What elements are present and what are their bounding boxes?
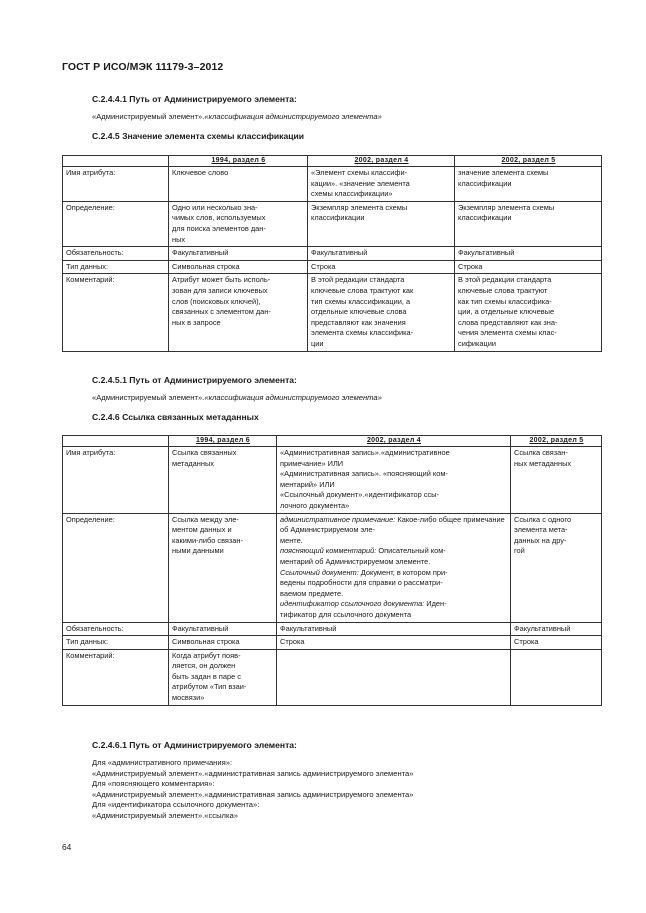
section-heading-c2441: C.2.4.4.1 Путь от Администрируемого элемента: bbox=[92, 94, 297, 104]
column-header bbox=[63, 436, 169, 447]
table-row bbox=[63, 513, 602, 622]
table-cell: В этой редакции стандарта ключевые слова трактуют как тип схемы классификации, а отдельные ключевые слова представляют как значения элемента схемы классифика- ции bbox=[308, 274, 455, 351]
table-row bbox=[63, 636, 602, 650]
row-label: Имя атрибута: bbox=[63, 167, 169, 202]
column-header: 1994, раздел 6 bbox=[169, 156, 308, 167]
row-label: Определение: bbox=[63, 201, 169, 246]
path-line: «Администрируемый элемент».«административная запись администрируемого элемента» bbox=[92, 768, 414, 778]
row-label: Комментарий: bbox=[63, 274, 169, 351]
document-header: ГОСТ Р ИСО/МЭК 11179-3–2012 bbox=[62, 61, 224, 73]
section-heading-c2451: C.2.4.5.1 Путь от Администрируемого элемента: bbox=[92, 375, 297, 385]
table-cell: Факультативный bbox=[455, 247, 602, 261]
path-plain: «Администрируемый элемент». bbox=[92, 393, 205, 402]
table-cell: В этой редакции стандарта ключевые слова трактуют как тип схемы классифика- ции, а отдельные ключевые слова представляют как зна- чения элемента схемы клас- сификации bbox=[455, 274, 602, 351]
table-cell: значение элемента схемы классификации bbox=[455, 167, 602, 202]
table-cell: Атрибут может быть исполь- зован для записи ключевых слов (поисковых ключей), связанных с элементом дан- ных в запросе bbox=[169, 274, 308, 351]
table-cell: Факультативный bbox=[511, 622, 602, 636]
table-row bbox=[63, 447, 602, 514]
table-cell: Строка bbox=[455, 260, 602, 274]
row-label: Обязательность: bbox=[63, 247, 169, 261]
path-line: Для «идентификатора ссылочного документа»: bbox=[92, 800, 260, 809]
table-cell: Строка bbox=[308, 260, 455, 274]
term-text: Какое-либо общее примечание об Администрируемом эле- менте. bbox=[280, 514, 505, 545]
row-label: Обязательность: bbox=[63, 622, 169, 636]
table-cell bbox=[511, 649, 602, 705]
row-label: Тип данных: bbox=[63, 636, 169, 650]
path-line: Для «поясняющего комментария»: bbox=[92, 779, 215, 788]
term-italic: Ссылочный документ: bbox=[280, 567, 359, 577]
table-cell: «Элемент схемы классифи- кации». «значение элемента схемы классификации» bbox=[308, 167, 455, 202]
path-italic: «классификация администрируемого элемента» bbox=[204, 112, 382, 121]
table-cell: Экземпляр элемента схемы классификации bbox=[455, 201, 602, 246]
term-italic: поясняющий комментарий: bbox=[280, 546, 377, 556]
section-heading-c2461: C.2.4.6.1 Путь от Администрируемого элемента: bbox=[92, 740, 297, 750]
term-text: Документ, в котором при- ведены подробности для справки о рассматри- ваемом предмете. bbox=[280, 567, 448, 598]
table-c246 bbox=[62, 435, 602, 706]
path-plain: «Администрируемый элемент». bbox=[92, 112, 205, 121]
path-line: «Администрируемый элемент».«ссылка» bbox=[92, 810, 238, 820]
column-header: 2002, раздел 4 bbox=[277, 436, 511, 447]
table-cell: Когда атрибут появ- ляется, он должен быть задан в паре с атрибутом «Тип взаи- мосвязи» bbox=[169, 649, 277, 705]
table-cell: Факультативный bbox=[277, 622, 511, 636]
path-line: «Администрируемый элемент».«административная запись администрируемого элемента» bbox=[92, 789, 414, 799]
table-cell: Ссылка связанных метаданных bbox=[169, 447, 277, 514]
table-cell: «Административная запись».«административное примечание» ИЛИ «Административная запись». «поясняющий ком- ментарий» ИЛИ «Ссылочный документ».«идентификатор ссы- лочного документа» bbox=[277, 447, 511, 514]
table-cell: Ссылка между эле- ментом данных и какими-либо связан- ными данными bbox=[169, 513, 277, 622]
table-cell: Факультативный bbox=[308, 247, 455, 261]
term-italic: административное примечание: bbox=[280, 514, 396, 524]
column-header: 1994, раздел 6 bbox=[169, 436, 277, 447]
table-row bbox=[63, 622, 602, 636]
table-row bbox=[63, 649, 602, 705]
table-cell: Строка bbox=[511, 636, 602, 650]
row-label: Тип данных: bbox=[63, 260, 169, 274]
term-text: Описательный ком- ментарий об Администрируемом элементе. bbox=[280, 546, 446, 566]
table-cell: Экземпляр элемента схемы классификации bbox=[308, 201, 455, 246]
path-text-c2451 bbox=[92, 393, 382, 402]
table-row bbox=[63, 260, 602, 274]
table-cell bbox=[277, 649, 511, 705]
table-cell: Строка bbox=[277, 636, 511, 650]
row-label: Комментарий: bbox=[63, 649, 169, 705]
table-header-row bbox=[63, 156, 602, 167]
table-row bbox=[63, 274, 602, 351]
column-header: 2002, раздел 5 bbox=[511, 436, 602, 447]
page-number: 64 bbox=[62, 842, 72, 852]
path-text-c2441 bbox=[92, 112, 382, 121]
path-italic: «классификация администрируемого элемента» bbox=[204, 393, 382, 402]
table-cell: Символьная строка bbox=[169, 636, 277, 650]
table-c245 bbox=[62, 155, 602, 352]
table-cell: Ссылка связан- ных метаданных bbox=[511, 447, 602, 514]
path-list bbox=[92, 758, 414, 821]
table-cell-definitions bbox=[277, 513, 511, 622]
row-label: Имя атрибута: bbox=[63, 447, 169, 514]
row-label: Определение: bbox=[63, 513, 169, 622]
table-header-row bbox=[63, 436, 602, 447]
term-text: Иден- тификатор для ссылочного документа bbox=[280, 599, 447, 619]
table-row bbox=[63, 167, 602, 202]
column-header bbox=[63, 156, 169, 167]
table-cell: Одно или несколько зна- чимых слов, используемых для поиска элементов дан- ных bbox=[169, 201, 308, 246]
table-cell: Символьная строка bbox=[169, 260, 308, 274]
table-cell: Факультативный bbox=[169, 622, 277, 636]
table-row bbox=[63, 247, 602, 261]
table-row bbox=[63, 201, 602, 246]
column-header: 2002, раздел 5 bbox=[455, 156, 602, 167]
section-heading-c245: C.2.4.5 Значение элемента схемы классификации bbox=[92, 131, 305, 141]
table-cell: Факультативный bbox=[169, 247, 308, 261]
path-line: Для «административного примечания»: bbox=[92, 758, 233, 767]
section-heading-c246: C.2.4.6 Ссылка связанных метаданных bbox=[92, 412, 259, 422]
table-cell: Ключевое слово bbox=[169, 167, 308, 202]
term-italic: идентификатор ссылочного документа: bbox=[280, 599, 425, 609]
column-header: 2002, раздел 4 bbox=[308, 156, 455, 167]
table-cell: Ссылка с одного элемента мета- данных на дру- гой bbox=[511, 513, 602, 622]
